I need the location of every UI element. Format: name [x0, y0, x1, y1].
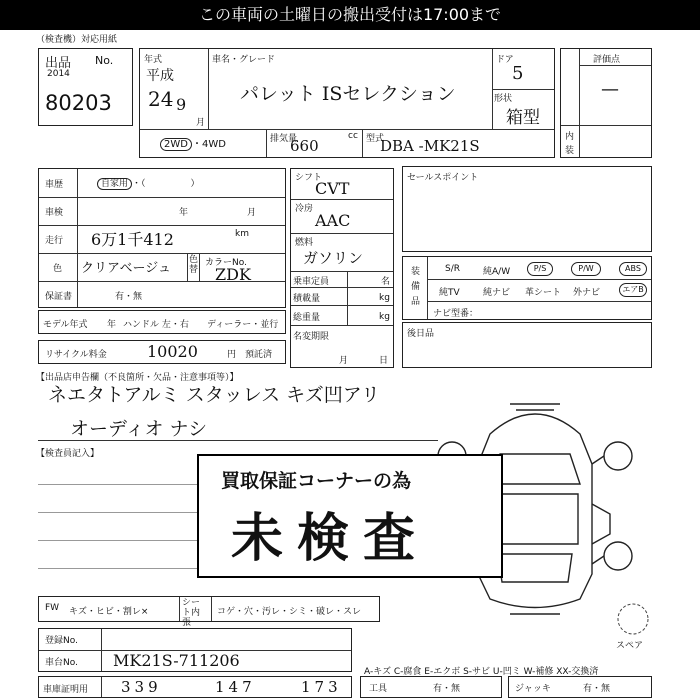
month-unit: 月 — [196, 118, 206, 128]
recycle-unit: 円 — [227, 350, 237, 360]
doors-label: ドア — [496, 55, 514, 65]
shift-label: シフト — [295, 173, 323, 183]
tools-box — [360, 676, 502, 698]
chassis-label: 車台No. — [45, 658, 78, 668]
weight-label: 総重量 — [293, 313, 321, 323]
warranty-value: 有・無 — [115, 292, 143, 302]
doors-value: 5 — [512, 63, 524, 84]
jack-box — [508, 676, 652, 698]
color-label: 色 — [53, 264, 63, 274]
history-label: 車歴 — [45, 180, 64, 190]
chassis-value: MK21S-711206 — [113, 651, 240, 670]
equipment-box — [402, 256, 652, 320]
score-box — [560, 48, 652, 158]
lot-label: 出品 — [45, 56, 72, 71]
model-row-handle: ハンドル 左・右 — [123, 320, 189, 330]
equip-navi: 純ナビ — [483, 288, 511, 298]
cert-v2: 147 — [215, 678, 256, 696]
shift-value: CVT — [315, 179, 350, 198]
capacity-label: 乗車定員 — [293, 277, 330, 287]
equip-leather: 革シート — [525, 288, 562, 298]
inspector-label: 【検査員記入】 — [36, 449, 100, 459]
equip-alloy: 純A/W — [483, 267, 511, 277]
load-unit: kg — [379, 293, 390, 303]
cert-row — [38, 676, 352, 698]
score-value: — — [601, 79, 619, 100]
stamp-line-2: 未検査 — [231, 509, 430, 569]
equip-ps: P/S — [527, 262, 553, 276]
lot-box — [38, 48, 133, 126]
notes-line-2: オーディオ ナシ — [70, 418, 208, 440]
postdate-label: 後日品 — [407, 329, 435, 339]
inspection-year-unit: 年 — [179, 208, 189, 218]
mileage-value: 6万1千412 — [91, 230, 174, 249]
ac-label: 冷房 — [295, 204, 314, 214]
equipment-label: 装備品 — [411, 267, 421, 307]
ac-value: AAC — [315, 211, 351, 230]
notes-label: 【出品店申告欄（不良箇所・欠品・注意事項等）】 — [36, 373, 239, 383]
vehicle-name: パレット ISセレクション — [240, 83, 456, 105]
fuel-label: 燃料 — [295, 238, 314, 248]
model-row — [38, 310, 286, 334]
seat-label: シート内張 — [182, 598, 201, 628]
sales-point-label: セールスポイント — [407, 173, 479, 183]
equip-tv: 純TV — [439, 288, 460, 298]
jack-value: 有・無 — [583, 684, 611, 694]
fuel-value: ガソリン — [303, 249, 364, 267]
history-value: 自家用 — [97, 178, 132, 190]
inspection-month-unit: 月 — [247, 208, 257, 218]
stamp-line-1: 買取保証コーナーの為 — [221, 470, 412, 492]
recycle-value: 10020 — [147, 342, 198, 361]
spec-column — [290, 168, 394, 368]
model-row-dealer: ディーラー・並行 — [207, 320, 279, 330]
equip-ext-navi: 外ナビ — [573, 288, 601, 298]
year-label: 年式 — [144, 55, 163, 65]
sales-point-box — [402, 166, 652, 252]
month-value: 9 — [176, 95, 187, 114]
recycle-status: 預託済 — [245, 350, 273, 360]
drive-2wd: 2WD — [160, 138, 192, 151]
tools-value: 有・無 — [433, 684, 461, 694]
year-era: 平成 — [146, 68, 174, 84]
postdate-box — [402, 322, 652, 368]
model-code-value: DBA -MK21S — [380, 137, 480, 155]
damage-legend: A-キズ C-腐食 E-エクボ S-サビ U-凹ミ W-補修 XX-交換済 — [364, 667, 599, 677]
inspection-label: 車検 — [45, 208, 64, 218]
fw-row — [38, 596, 380, 628]
history-value-wrap — [97, 176, 200, 189]
model-code-label: 型式 — [366, 134, 385, 144]
color-code: ZDK — [215, 265, 251, 284]
shape-label: 形状 — [494, 94, 513, 104]
equip-airbag: エアB — [619, 283, 647, 297]
color-change-label: 色替 — [189, 255, 199, 275]
seat-items: コゲ・穴・汚レ・シミ・破レ・スレ — [217, 607, 362, 617]
displacement-unit: cc — [348, 131, 358, 141]
interior-label-1: 内 — [565, 132, 575, 142]
banner: この車両の土曜日の搬出受付は17:00まで — [0, 0, 700, 30]
tools-label: 工具 — [369, 684, 388, 694]
name-change-label: 名変期限 — [293, 332, 330, 342]
name-change-day: 日 — [379, 356, 389, 366]
cert-v1: 339 — [121, 678, 162, 696]
fw-items: キズ・ヒビ・割レ× — [69, 607, 149, 617]
cert-v3: 173 — [301, 678, 342, 696]
displacement-value: 660 — [290, 137, 319, 155]
drive-selector — [160, 135, 226, 150]
history-block — [38, 168, 286, 308]
lot-year-tag: 2014 — [47, 69, 70, 79]
spare-tire-icon — [616, 602, 650, 636]
equip-abs: ABS — [619, 262, 647, 276]
history-rest: ・（ ） — [132, 179, 200, 189]
shape-value: 箱型 — [506, 108, 540, 128]
weight-unit: kg — [379, 312, 390, 322]
score-label: 評価点 — [593, 55, 621, 65]
recycle-label: リサイクル料金 — [45, 350, 107, 360]
spare-label: スペア — [616, 641, 644, 651]
drive-4wd: ・4WD — [191, 139, 226, 150]
displacement-label: 排気量 — [270, 134, 298, 144]
year-value: 24 — [148, 87, 174, 111]
mileage-label: 走行 — [45, 236, 64, 246]
model-row-label: モデル年式 — [43, 320, 88, 330]
model-row-year: 年 — [107, 320, 117, 330]
lot-no-label: No. — [95, 54, 114, 67]
notes-line-1: ネエタトアルミ スタッレス キズ凹アリ — [48, 384, 381, 406]
equip-navi-model: ナビ型番： — [433, 309, 479, 319]
lot-number: 80203 — [45, 91, 112, 115]
registration-label: 登録No. — [45, 636, 78, 646]
name-change-month: 月 — [339, 356, 349, 366]
interior-label-2: 装 — [565, 146, 575, 156]
fw-label: FW — [45, 603, 60, 613]
mileage-unit: km — [235, 229, 249, 239]
not-inspected-stamp — [197, 454, 503, 578]
recycle-row — [38, 340, 286, 364]
color-value: クリアベージュ — [81, 261, 171, 276]
vehicle-name-label: 車名・グレード — [212, 55, 276, 65]
top-info-box — [139, 48, 555, 158]
warranty-label: 保証書 — [45, 292, 73, 302]
registration-block — [38, 628, 352, 672]
cert-label: 車庫証明用 — [43, 685, 89, 695]
capacity-unit: 名 — [381, 277, 391, 287]
load-label: 積載量 — [293, 294, 321, 304]
equip-pw: P/W — [571, 262, 601, 276]
color-code-label: カラーNo. — [205, 258, 247, 268]
equip-sr: S/R — [445, 264, 460, 274]
jack-label: ジャッキ — [515, 684, 551, 694]
corner-note: （検査機）対応用紙 — [36, 35, 118, 45]
